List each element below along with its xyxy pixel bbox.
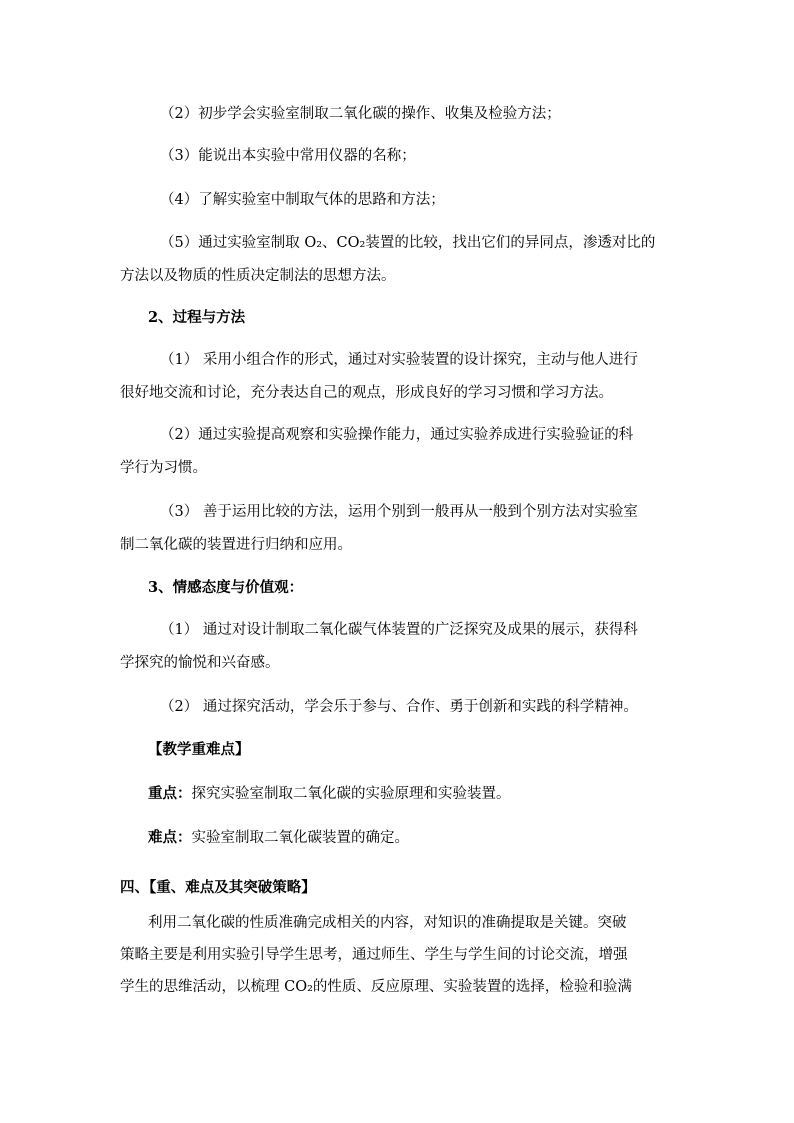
objective-item-5-line2: 方法以及物质的性质决定制法的思想方法。 xyxy=(120,268,396,284)
objective-item-5-line1: （5）通过实验室制取 O₂、CO₂装置的比较，找出它们的异同点，渗透对比的 xyxy=(160,235,656,251)
process-item-3-line2: 制二氧化碳的装置进行归纳和应用。 xyxy=(120,537,352,553)
process-heading: 2、过程与方法 xyxy=(148,309,246,326)
section4-para-line3: 学生的思维活动，以梳理 CO₂的性质、反应原理、实验装置的选择，检验和验满 xyxy=(120,979,632,995)
process-item-3-line1: （3） 善于运用比较的方法，运用个别到一般再从一般到个别方法对实验室 xyxy=(160,504,638,520)
focus-label: 重点： xyxy=(148,785,192,802)
section4-para-line1: 利用二氧化碳的性质准确完成相关的内容，对知识的准确提取是关键。突破 xyxy=(148,915,627,931)
difficulty-line xyxy=(148,828,409,848)
focus-line xyxy=(148,784,511,804)
process-item-1-line1: （1） 采用小组合作的形式，通过对实验装置的设计探究，主动与他人进行 xyxy=(160,352,638,368)
values-item-2: （2） 通过探究活动，学会乐于参与、合作、勇于创新和实践的科学精神。 xyxy=(160,699,638,715)
difficulty-label: 难点： xyxy=(148,829,192,846)
objective-item-3: （3）能说出本实验中常用仪器的名称； xyxy=(160,148,416,164)
section4-heading: 四、【重、难点及其突破策略】 xyxy=(120,879,316,896)
values-item-1-line2: 学探究的愉悦和兴奋感。 xyxy=(120,655,280,671)
process-item-2-line2: 学行为习惯。 xyxy=(120,460,207,476)
key-points-heading: 【教学重难点】 xyxy=(148,741,250,758)
objective-item-2: （2）初步学会实验室制取二氧化碳的操作、收集及检验方法； xyxy=(160,106,561,122)
objective-item-4: （4）了解实验室中制取气体的思路和方法； xyxy=(160,192,445,208)
process-item-2-line1: （2）通过实验提高观察和实验操作能力，通过实验养成进行实验验证的科 xyxy=(160,427,634,443)
process-item-1-line2: 很好地交流和讨论，充分表达自己的观点，形成良好的学习习惯和学习方法。 xyxy=(120,385,613,401)
difficulty-text: 实验室制取二氧化碳装置的确定。 xyxy=(191,830,409,846)
values-item-1-line1: （1） 通过对设计制取二氧化碳气体装置的广泛探究及成果的展示，获得科 xyxy=(160,622,638,638)
focus-text: 探究实验室制取二氧化碳的实验原理和实验装置。 xyxy=(191,786,511,802)
section4-para-line2: 策略主要是利用实验引导学生思考，通过师生、学生与学生间的讨论交流，增强 xyxy=(120,947,628,963)
values-heading: 3、情感态度与价值观： xyxy=(148,579,304,596)
